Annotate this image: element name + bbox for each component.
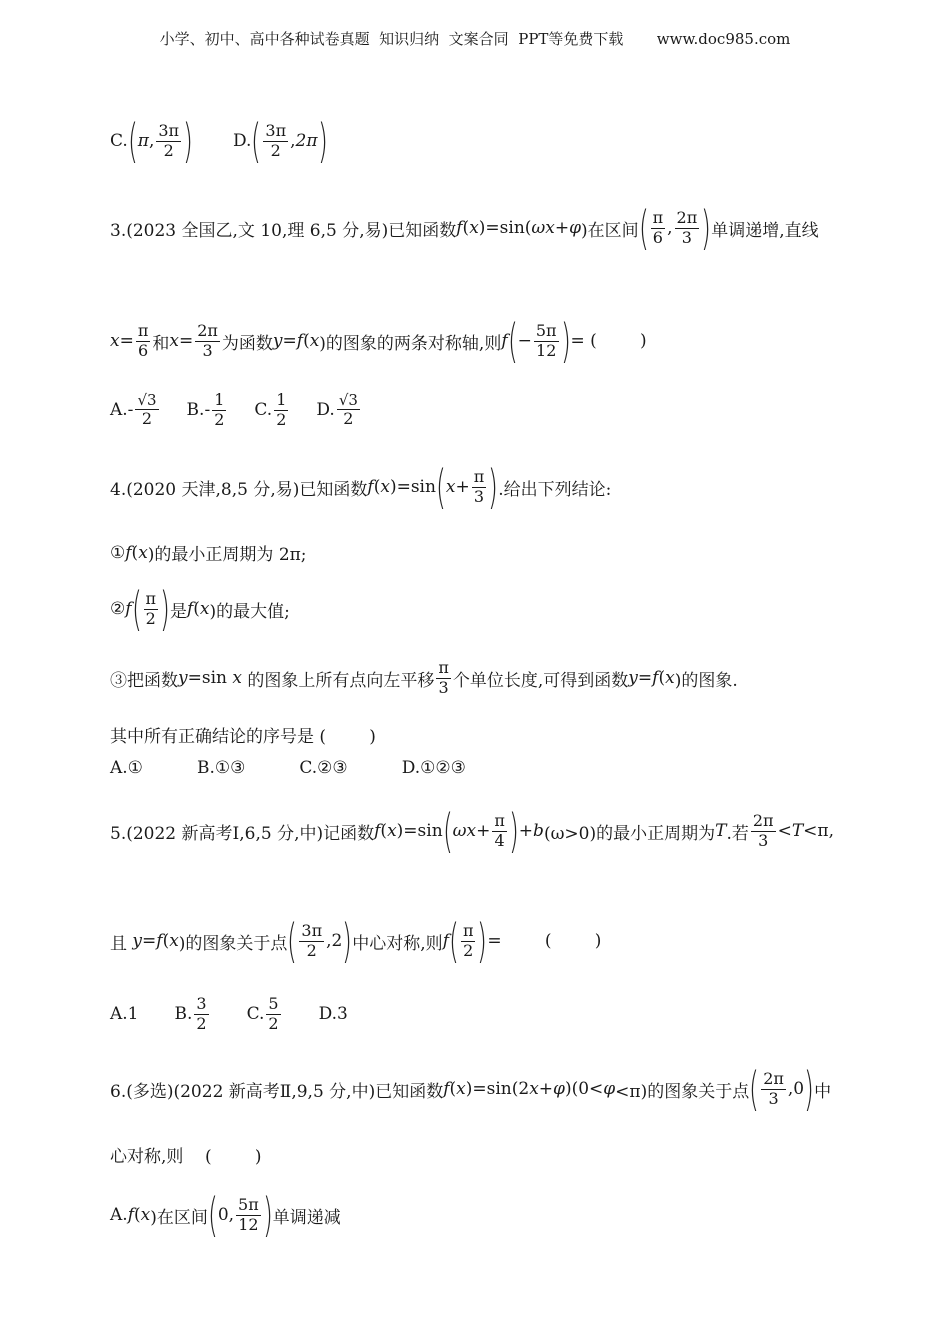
question-3-options: A.- $\frac{√3}{2}$ B.- $\frac{1}{2}$ C. $\frac{1}{2}$ D. $\frac{√3}{2}$ xyxy=(110,390,358,429)
question-3-line-2: x = $\frac{\pi}{6}$ 和 x = $\frac{2\pi}{3}$ 为函数 y = f ( x )的图象的两条对称轴,则 f ( − $\frac{5\pi}{12}$ ) = ( ) xyxy=(110,314,647,368)
fraction: $\frac{5}{2}$ xyxy=(268,994,279,1033)
fraction: $\frac{3}{2}$ xyxy=(196,994,207,1033)
fraction: $\frac{\pi}{4}$ xyxy=(494,810,505,850)
option-d-label: D. xyxy=(233,131,252,151)
page-header: 小学、初中、高中各种试卷真题 知识归纳 文案合同 PPT等免费下载 www.doc985.com xyxy=(159,30,791,48)
fraction: $\frac{5\pi}{12}$ xyxy=(238,1194,259,1234)
option-c-label: C. xyxy=(110,131,128,151)
question-6-line-1: 6.(多选)(2022 新高考Ⅱ,9,5 分,中)已知函数 f ( x )=sin(2 x + φ )(0< φ <π)的图象关于点 ( $\frac{2\pi}{3}$ , 0 ) 中 xyxy=(110,1062,832,1116)
question-5-options: A.1 B. $\frac{3}{2}$ C. $\frac{5}{2}$ D.3 xyxy=(110,994,348,1033)
question-5-line-1: 5.(2022 新高考Ⅰ,6,5 分,中)记函数 f ( x )=sin ( ω x + $\frac{\pi}{4}$ ) + b (ω>0)的最小正周期为 T .若 $\frac{2\pi}{3}$ < T <π, xyxy=(110,804,834,858)
fraction: $\frac{2\pi}{3}$ xyxy=(197,320,218,360)
fraction: $\frac{3\pi}{2}$ xyxy=(265,120,287,160)
q4-ask: 其中所有正确结论的序号是 ( ) xyxy=(110,727,376,747)
question-3-line-1: 3.(2023 全国乙,文 10,理 6,5 分,易)已知函数 f ( x )=sin( ω x + φ )在区间 ( $\frac{\pi}{6}$ , $\frac{2\pi}{3}$ ) 单调递增,直线 xyxy=(110,201,819,255)
question-6-option-a: A. f ( x )在区间 ( 0 , $\frac{5\pi}{12}$ ) 单调递减 xyxy=(110,1188,341,1242)
fraction: $\frac{\pi}{3}$ xyxy=(473,466,485,506)
q2-options: C. ( π , $\frac{3\pi}{2}$ ) D. ( $\frac{3\pi}{2}$ , 2π ) xyxy=(110,114,328,168)
fraction: $\frac{\pi}{2}$ xyxy=(462,920,474,960)
fraction: $\frac{3\pi}{2}$ xyxy=(158,120,180,160)
fraction: $\frac{√3}{2}$ xyxy=(338,390,358,429)
fraction: $\frac{\pi}{3}$ xyxy=(438,658,449,697)
question-4-stem: 4.(2020 天津,8,5 分,易)已知函数 f ( x )=sin ( x + $\frac{\pi}{3}$ ) .给出下列结论: xyxy=(110,460,612,514)
q4-statement-3: ③把函数 y =sin x 的图象上所有点向左平移 $\frac{\pi}{3}$ 个单位长度,可得到函数 y = f ( x )的图象. xyxy=(110,658,738,697)
fraction: $\frac{1}{2}$ xyxy=(276,390,287,429)
fraction: $\frac{2\pi}{3}$ xyxy=(676,207,698,247)
fraction: $\frac{2\pi}{3}$ xyxy=(752,810,774,850)
fraction: $\frac{1}{2}$ xyxy=(214,390,225,429)
q4-statement-1: ① f ( x )的最小正周期为 2π; xyxy=(110,542,307,565)
fraction: $\frac{\pi}{6}$ xyxy=(652,207,664,247)
fraction: $\frac{3\pi}{2}$ xyxy=(301,920,323,960)
fraction: $\frac{5\pi}{12}$ xyxy=(535,320,557,360)
q4-statement-2: ② f ( $\frac{\pi}{2}$ ) 是 f ( x )的最大值; xyxy=(110,582,290,636)
fraction: $\frac{√3}{2}$ xyxy=(137,390,157,429)
q4-options: A.① B.①③ C.②③ D.①②③ xyxy=(110,758,466,778)
question-5-line-2: 且 y = f ( x )的图象关于点 ( $\frac{3\pi}{2}$ , 2 ) 中心对称,则 f ( $\frac{\pi}{2}$ ) = ( ) xyxy=(110,914,602,968)
fraction: $\frac{\pi}{2}$ xyxy=(145,588,157,628)
fraction: $\frac{\pi}{6}$ xyxy=(137,320,149,360)
question-6-line-2: 心对称,则 ( ) xyxy=(110,1147,262,1167)
fraction: $\frac{2\pi}{3}$ xyxy=(763,1068,784,1108)
